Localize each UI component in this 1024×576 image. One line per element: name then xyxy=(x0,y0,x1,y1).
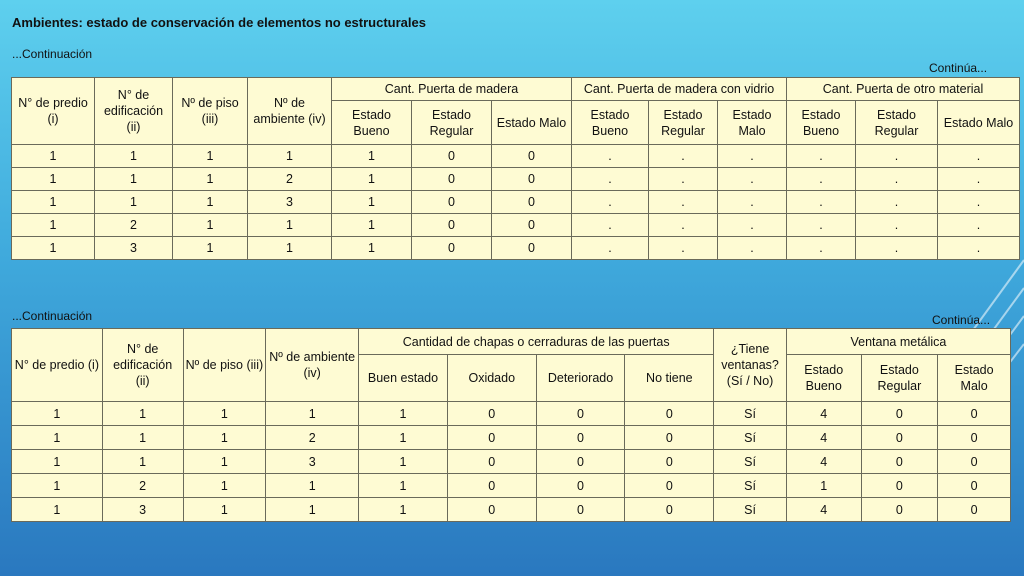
table-cell: . xyxy=(649,145,718,168)
header-sub-4: Estado Bueno xyxy=(786,355,861,402)
table-cell: 0 xyxy=(492,237,572,260)
table-cell: . xyxy=(649,214,718,237)
header-sub-6: Estado Bueno xyxy=(787,101,856,145)
header-group-ventana-metalica: Ventana metálica xyxy=(786,329,1010,355)
table-row xyxy=(12,402,1011,426)
table-cell: 0 xyxy=(492,191,572,214)
table-cell: 0 xyxy=(492,214,572,237)
table-cell: 0 xyxy=(938,450,1011,474)
locks-windows-table xyxy=(11,328,1011,522)
header-group-puerta-madera: Cant. Puerta de madera xyxy=(332,78,572,101)
table-cell: 1 xyxy=(102,402,183,426)
header-ventanas: ¿Tiene ventanas? (Sí / No) xyxy=(714,329,787,402)
header-sub-1: Estado Regular xyxy=(412,101,492,145)
table-cell: 1 xyxy=(12,145,95,168)
table-cell: . xyxy=(938,145,1020,168)
table-row xyxy=(12,168,1020,191)
page-title: Ambientes: estado de conservación de elementos no estructurales xyxy=(12,15,426,30)
table-cell: 1 xyxy=(332,145,412,168)
table-cell: 1 xyxy=(359,426,448,450)
table-cell: . xyxy=(572,191,649,214)
table-row xyxy=(12,145,1020,168)
table-cell: 1 xyxy=(183,426,266,450)
header-group-chapas: Cantidad de chapas o cerraduras de las puertas xyxy=(359,329,714,355)
table-cell: 0 xyxy=(861,450,938,474)
table-cell: 1 xyxy=(12,450,103,474)
table-cell: 1 xyxy=(183,498,266,522)
table-cell: 1 xyxy=(183,474,266,498)
table-cell: 1 xyxy=(266,474,359,498)
header-predio: N° de predio (i) xyxy=(12,78,95,145)
table-cell: 0 xyxy=(625,426,714,450)
doors-table xyxy=(11,77,1020,260)
table-cell: 0 xyxy=(447,498,536,522)
table-cell: 0 xyxy=(492,168,572,191)
table-cell: 1 xyxy=(173,214,248,237)
table-row xyxy=(12,474,1011,498)
header-sub-6: Estado Malo xyxy=(938,355,1011,402)
continuation-label-1: ...Continuación xyxy=(12,47,93,61)
table-cell: 1 xyxy=(359,474,448,498)
table-cell: 0 xyxy=(492,145,572,168)
table-cell: 0 xyxy=(412,214,492,237)
table-row xyxy=(12,214,1020,237)
table-cell: 4 xyxy=(786,402,861,426)
header-sub-0: Estado Bueno xyxy=(332,101,412,145)
table-cell: 1 xyxy=(359,498,448,522)
header-piso: Nº de piso (iii) xyxy=(183,329,266,402)
table-cell: 2 xyxy=(102,474,183,498)
table-cell: . xyxy=(787,191,856,214)
table-cell: 1 xyxy=(12,191,95,214)
continua-label-1: Continúa... xyxy=(929,61,988,75)
continuation-label-2: ...Continuación xyxy=(12,309,93,323)
table-cell: 4 xyxy=(786,498,861,522)
header-sub-5: Estado Malo xyxy=(718,101,787,145)
table-cell: 3 xyxy=(95,237,173,260)
header-sub-8: Estado Malo xyxy=(938,101,1020,145)
header-sub-0: Buen estado xyxy=(359,355,448,402)
table-cell: 2 xyxy=(266,426,359,450)
table-cell: . xyxy=(856,237,938,260)
table-cell: 1 xyxy=(266,498,359,522)
table-cell: 2 xyxy=(248,168,332,191)
table-cell: 0 xyxy=(447,450,536,474)
table-cell: . xyxy=(572,237,649,260)
table-cell: 1 xyxy=(332,214,412,237)
table-cell: 1 xyxy=(12,402,103,426)
table-cell: Sí xyxy=(714,426,787,450)
continua-label-2: Continúa... xyxy=(932,313,991,327)
table-cell: . xyxy=(718,191,787,214)
table-cell: 1 xyxy=(173,237,248,260)
table-cell: . xyxy=(787,145,856,168)
table-cell: 0 xyxy=(625,498,714,522)
table-cell: 3 xyxy=(266,450,359,474)
table-cell: 4 xyxy=(786,426,861,450)
table-cell: 0 xyxy=(412,191,492,214)
table-cell: 0 xyxy=(938,498,1011,522)
header-sub-4: Estado Regular xyxy=(649,101,718,145)
table-cell: 1 xyxy=(173,168,248,191)
table-cell: 1 xyxy=(332,191,412,214)
table-cell: . xyxy=(572,168,649,191)
table-cell: 0 xyxy=(536,402,625,426)
header-sub-3: Estado Bueno xyxy=(572,101,649,145)
table-cell: 1 xyxy=(95,191,173,214)
table-cell: 1 xyxy=(248,214,332,237)
table-row xyxy=(12,498,1011,522)
table-cell: 0 xyxy=(625,474,714,498)
table-cell: . xyxy=(856,214,938,237)
header-group-puerta-vidrio: Cant. Puerta de madera con vidrio xyxy=(572,78,787,101)
header-group-puerta-otro: Cant. Puerta de otro material xyxy=(787,78,1020,101)
table-cell: . xyxy=(649,191,718,214)
table-row xyxy=(12,450,1011,474)
header-sub-5: Estado Regular xyxy=(861,355,938,402)
header-piso: Nº de piso (iii) xyxy=(173,78,248,145)
table-cell: . xyxy=(718,145,787,168)
table-cell: Sí xyxy=(714,402,787,426)
table-cell: . xyxy=(787,237,856,260)
header-edificacion: N° de edificación (ii) xyxy=(102,329,183,402)
table-cell: . xyxy=(572,145,649,168)
table-cell: 1 xyxy=(102,426,183,450)
table-cell: Sí xyxy=(714,450,787,474)
table-cell: 1 xyxy=(786,474,861,498)
header-sub-3: No tiene xyxy=(625,355,714,402)
table-cell: 1 xyxy=(183,402,266,426)
table-cell: 0 xyxy=(447,426,536,450)
table-cell: 0 xyxy=(412,168,492,191)
table-cell: 1 xyxy=(332,168,412,191)
table-cell: 0 xyxy=(536,450,625,474)
table-cell: 2 xyxy=(95,214,173,237)
header-edificacion: N° de edificación (ii) xyxy=(95,78,173,145)
table-cell: . xyxy=(787,214,856,237)
table-cell: 0 xyxy=(536,498,625,522)
header-predio: N° de predio (i) xyxy=(12,329,103,402)
table-cell: 1 xyxy=(359,402,448,426)
table-cell: 4 xyxy=(786,450,861,474)
table-cell: 1 xyxy=(248,237,332,260)
table-cell: 0 xyxy=(861,402,938,426)
table-cell: 1 xyxy=(12,474,103,498)
header-ambiente: Nº de ambiente (iv) xyxy=(248,78,332,145)
table-row xyxy=(12,426,1011,450)
table-cell: 0 xyxy=(938,426,1011,450)
table-cell: Sí xyxy=(714,474,787,498)
table-cell: 1 xyxy=(266,402,359,426)
table-cell: . xyxy=(938,214,1020,237)
table-cell: 0 xyxy=(861,498,938,522)
table-cell: 0 xyxy=(938,474,1011,498)
table-cell: 1 xyxy=(173,145,248,168)
table-cell: . xyxy=(856,145,938,168)
table-cell: 1 xyxy=(102,450,183,474)
table-cell: 1 xyxy=(359,450,448,474)
table-cell: 0 xyxy=(938,402,1011,426)
table-row xyxy=(12,191,1020,214)
table-cell: 1 xyxy=(95,145,173,168)
header-sub-2: Estado Malo xyxy=(492,101,572,145)
table-cell: . xyxy=(718,214,787,237)
table-cell: 1 xyxy=(12,426,103,450)
header-ambiente: Nº de ambiente (iv) xyxy=(266,329,359,402)
table-cell: . xyxy=(856,168,938,191)
header-sub-7: Estado Regular xyxy=(856,101,938,145)
header-sub-1: Oxidado xyxy=(447,355,536,402)
table-cell: . xyxy=(718,168,787,191)
table-cell: . xyxy=(572,214,649,237)
table-cell: Sí xyxy=(714,498,787,522)
table-cell: 0 xyxy=(412,145,492,168)
table-cell: 0 xyxy=(536,426,625,450)
table-cell: 3 xyxy=(102,498,183,522)
table-cell: . xyxy=(856,191,938,214)
table-row xyxy=(12,237,1020,260)
table-cell: . xyxy=(718,237,787,260)
table-cell: 1 xyxy=(12,168,95,191)
table-cell: 0 xyxy=(861,474,938,498)
table-cell: 0 xyxy=(447,402,536,426)
table-cell: 1 xyxy=(332,237,412,260)
table-cell: 1 xyxy=(173,191,248,214)
table-cell: 0 xyxy=(625,402,714,426)
table-cell: 1 xyxy=(183,450,266,474)
table-cell: . xyxy=(787,168,856,191)
header-sub-2: Deteriorado xyxy=(536,355,625,402)
table-cell: 0 xyxy=(861,426,938,450)
table-cell: . xyxy=(649,237,718,260)
table-cell: 3 xyxy=(248,191,332,214)
table-cell: 0 xyxy=(625,450,714,474)
table-cell: 0 xyxy=(536,474,625,498)
table-cell: 0 xyxy=(447,474,536,498)
table-cell: 1 xyxy=(248,145,332,168)
table-cell: 0 xyxy=(412,237,492,260)
table-cell: . xyxy=(938,237,1020,260)
table-cell: 1 xyxy=(12,237,95,260)
table-cell: 1 xyxy=(95,168,173,191)
table-cell: 1 xyxy=(12,498,103,522)
table-cell: 1 xyxy=(12,214,95,237)
table-cell: . xyxy=(649,168,718,191)
table-cell: . xyxy=(938,168,1020,191)
table-cell: . xyxy=(938,191,1020,214)
